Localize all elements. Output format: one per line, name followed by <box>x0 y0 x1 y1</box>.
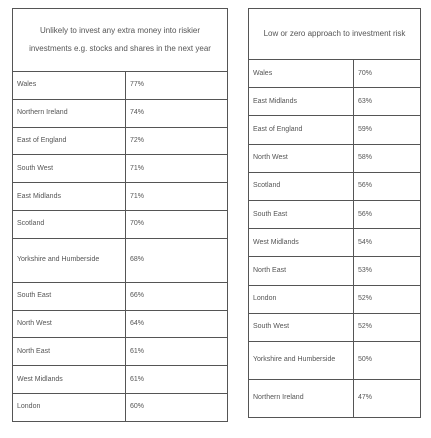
region-cell: Wales <box>249 60 354 88</box>
percent-cell: 52% <box>354 313 421 341</box>
table-header-row <box>249 9 421 60</box>
table-row <box>249 313 421 341</box>
table-row <box>13 238 228 282</box>
percent-cell: 61% <box>126 338 228 366</box>
region-cell: East Midlands <box>249 88 354 116</box>
region-cell: South East <box>13 282 126 310</box>
region-cell: Northern Ireland <box>249 379 354 417</box>
region-cell: North East <box>249 257 354 285</box>
region-cell: East of England <box>13 127 126 155</box>
percent-cell: 77% <box>126 72 228 100</box>
region-cell: Northern Ireland <box>13 99 126 127</box>
table-header: Low or zero approach to investment risk <box>249 9 421 60</box>
region-cell: North West <box>249 144 354 172</box>
percent-cell: 56% <box>354 200 421 228</box>
percent-cell: 53% <box>354 257 421 285</box>
table-row <box>13 393 228 421</box>
table-row <box>13 99 228 127</box>
table-row <box>249 116 421 144</box>
percent-cell: 68% <box>126 238 228 282</box>
percent-cell: 70% <box>126 210 228 238</box>
percent-cell: 71% <box>126 155 228 183</box>
percent-cell: 70% <box>354 60 421 88</box>
table-row <box>13 155 228 183</box>
percent-cell: 52% <box>354 285 421 313</box>
percent-cell: 56% <box>354 172 421 200</box>
regional-risk-table-right <box>248 8 421 418</box>
region-cell: South East <box>249 200 354 228</box>
table-row <box>13 183 228 211</box>
table-row <box>249 200 421 228</box>
table-row <box>13 282 228 310</box>
percent-cell: 61% <box>126 366 228 394</box>
percent-cell: 72% <box>126 127 228 155</box>
percent-cell: 47% <box>354 379 421 417</box>
region-cell: South West <box>249 313 354 341</box>
region-cell: East Midlands <box>13 183 126 211</box>
percent-cell: 74% <box>126 99 228 127</box>
percent-cell: 60% <box>126 393 228 421</box>
table-row <box>13 366 228 394</box>
region-cell: South West <box>13 155 126 183</box>
table-row <box>13 72 228 100</box>
table-row <box>249 88 421 116</box>
percent-cell: 64% <box>126 310 228 338</box>
table-row <box>13 210 228 238</box>
table-row <box>13 310 228 338</box>
table-row <box>13 127 228 155</box>
region-cell: Wales <box>13 72 126 100</box>
percent-cell: 54% <box>354 229 421 257</box>
table-header-row <box>13 9 228 72</box>
regional-risk-table-left <box>12 8 228 422</box>
region-cell: West Midlands <box>249 229 354 257</box>
region-cell: North East <box>13 338 126 366</box>
region-cell: London <box>13 393 126 421</box>
percent-cell: 50% <box>354 341 421 379</box>
table-row <box>249 285 421 313</box>
table-row <box>249 172 421 200</box>
table-row <box>249 341 421 379</box>
region-cell: Yorkshire and Humberside <box>13 238 126 282</box>
region-cell: East of England <box>249 116 354 144</box>
percent-cell: 58% <box>354 144 421 172</box>
region-cell: North West <box>13 310 126 338</box>
table-row <box>13 338 228 366</box>
region-cell: Scotland <box>13 210 126 238</box>
percent-cell: 63% <box>354 88 421 116</box>
region-cell: London <box>249 285 354 313</box>
percent-cell: 71% <box>126 183 228 211</box>
region-cell: Scotland <box>249 172 354 200</box>
table-row <box>249 257 421 285</box>
percent-cell: 66% <box>126 282 228 310</box>
region-cell: Yorkshire and Humberside <box>249 341 354 379</box>
table-row <box>249 144 421 172</box>
table-row <box>249 229 421 257</box>
region-cell: West Midlands <box>13 366 126 394</box>
table-row <box>249 60 421 88</box>
table-row <box>249 379 421 417</box>
percent-cell: 59% <box>354 116 421 144</box>
table-header: Unlikely to invest any extra money into riskier investments e.g. stocks and shares in the next year <box>13 9 228 72</box>
